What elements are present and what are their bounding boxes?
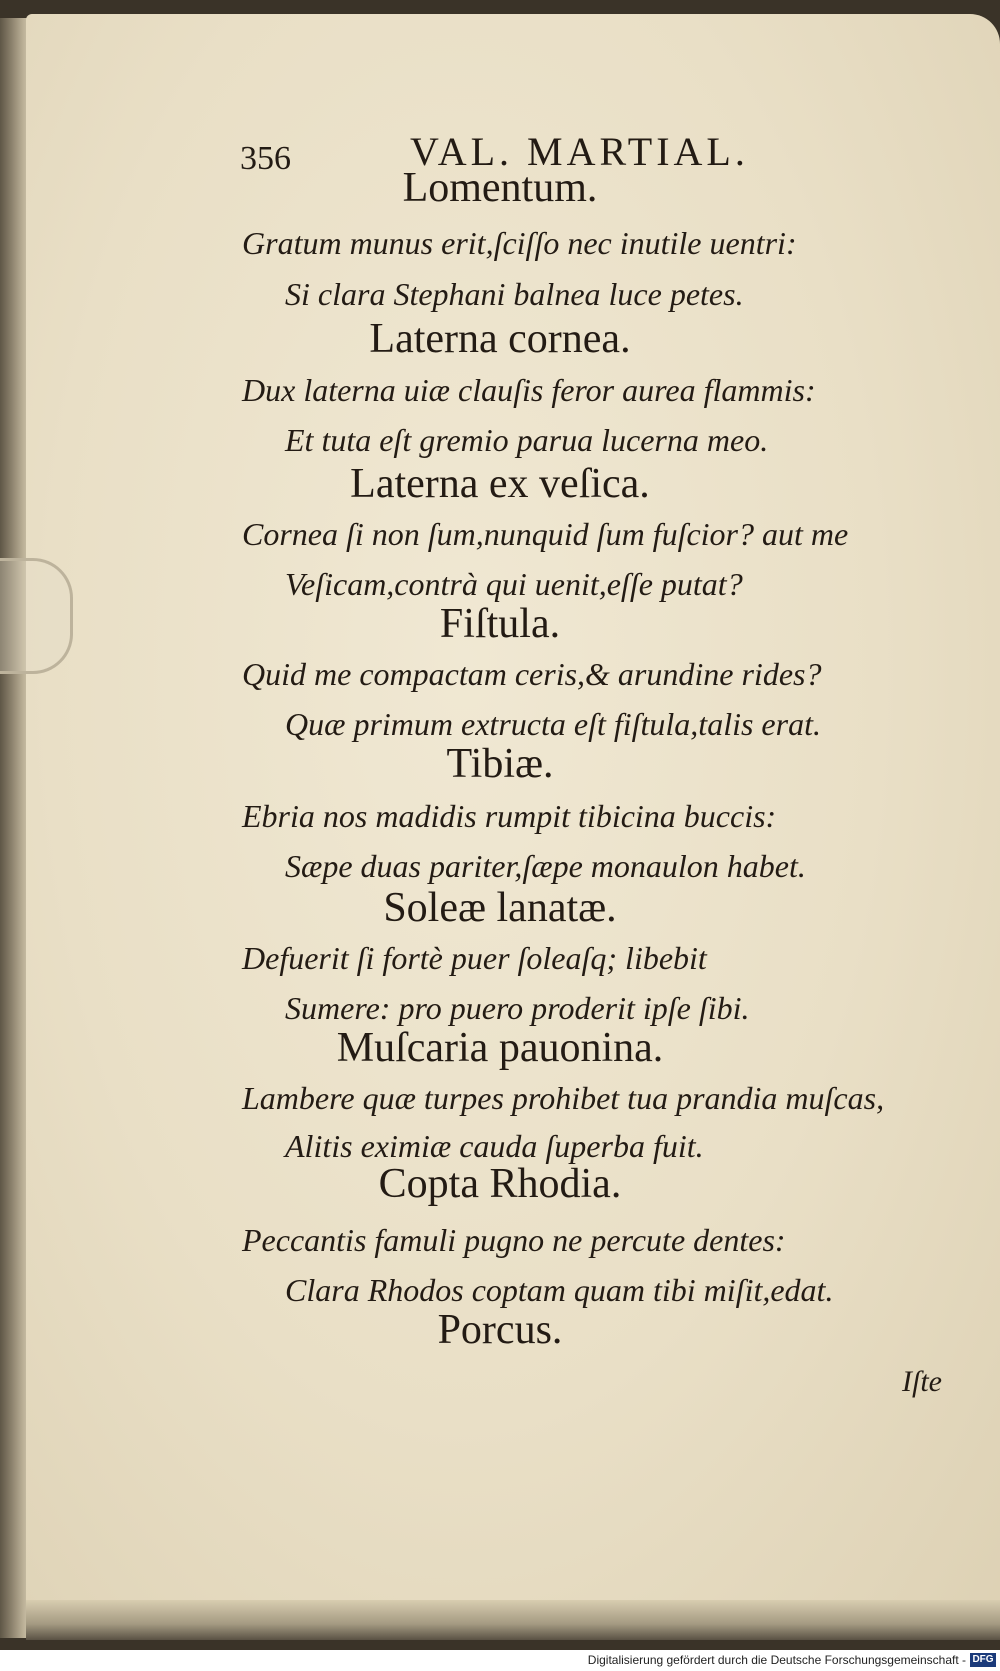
- running-head: VAL. MARTIAL.: [410, 129, 749, 174]
- catchword: Iſte: [902, 1365, 942, 1398]
- verse-line: Lambere quæ turpes prohibet tua prandia muſcas,: [242, 1080, 885, 1116]
- verse-line: Sæpe duas pariter,ſæpe monaulon habet.: [285, 848, 806, 884]
- verse-line: Alitis eximiæ cauda ſuperba fuit.: [285, 1128, 704, 1164]
- funding-credit: Digitalisierung gefördert durch die Deutsche Forschungsgemeinschaft -: [587, 1653, 966, 1667]
- verse-line: Gratum munus erit,ſciſſo nec inutile uentri:: [242, 225, 797, 261]
- verse-line: Cornea ſi non ſum,nunquid ſum fuſcior? aut me: [242, 516, 849, 552]
- verse-line: Ebria nos madidis rumpit tibicina buccis:: [242, 798, 777, 834]
- epigram-title: Muſcaria pauonina.: [336, 1025, 664, 1071]
- verse-line: Peccantis famuli pugno ne percute dentes:: [242, 1222, 786, 1258]
- verse-line: Defuerit ſi fortè puer ſoleaſq; libebit: [242, 940, 707, 976]
- verse-line: Si clara Stephani balnea luce petes.: [285, 276, 744, 312]
- epigram-title: Fiſtula.: [439, 601, 561, 647]
- verse-line: Quæ primum extructa eſt fiſtula,talis erat.: [285, 706, 821, 742]
- epigram-title: Copta Rhodia.: [378, 1161, 622, 1207]
- verse-line: Sumere: pro puero proderit ipſe ſibi.: [285, 990, 750, 1026]
- verse-line: Clara Rhodos coptam quam tibi miſit,edat.: [285, 1272, 834, 1308]
- verse-line: Quid me compactam ceris,& arundine rides?: [242, 656, 822, 692]
- verse-line: Veſicam,contrà qui uenit,eſſe putat?: [285, 566, 743, 602]
- epigram-title: Tibiæ.: [446, 741, 554, 787]
- epigram-title: Lomentum.: [402, 165, 598, 211]
- dfg-logo-icon: DFG: [970, 1653, 996, 1667]
- verse-line: Dux laterna uiæ clauſis feror aurea flammis:: [242, 372, 816, 408]
- epigram-title: Porcus.: [437, 1307, 563, 1353]
- epigram-title: Laterna ex veſica.: [350, 461, 650, 507]
- page-bottom-edge: [26, 1600, 1000, 1640]
- epigram-title: Laterna cornea.: [369, 316, 631, 362]
- epigram-title: Soleæ lanatæ.: [383, 885, 617, 931]
- verse-line: Et tuta eſt gremio parua lucerna meo.: [285, 422, 769, 458]
- footer-bar: [0, 1650, 1000, 1671]
- page-number: 356: [240, 140, 291, 177]
